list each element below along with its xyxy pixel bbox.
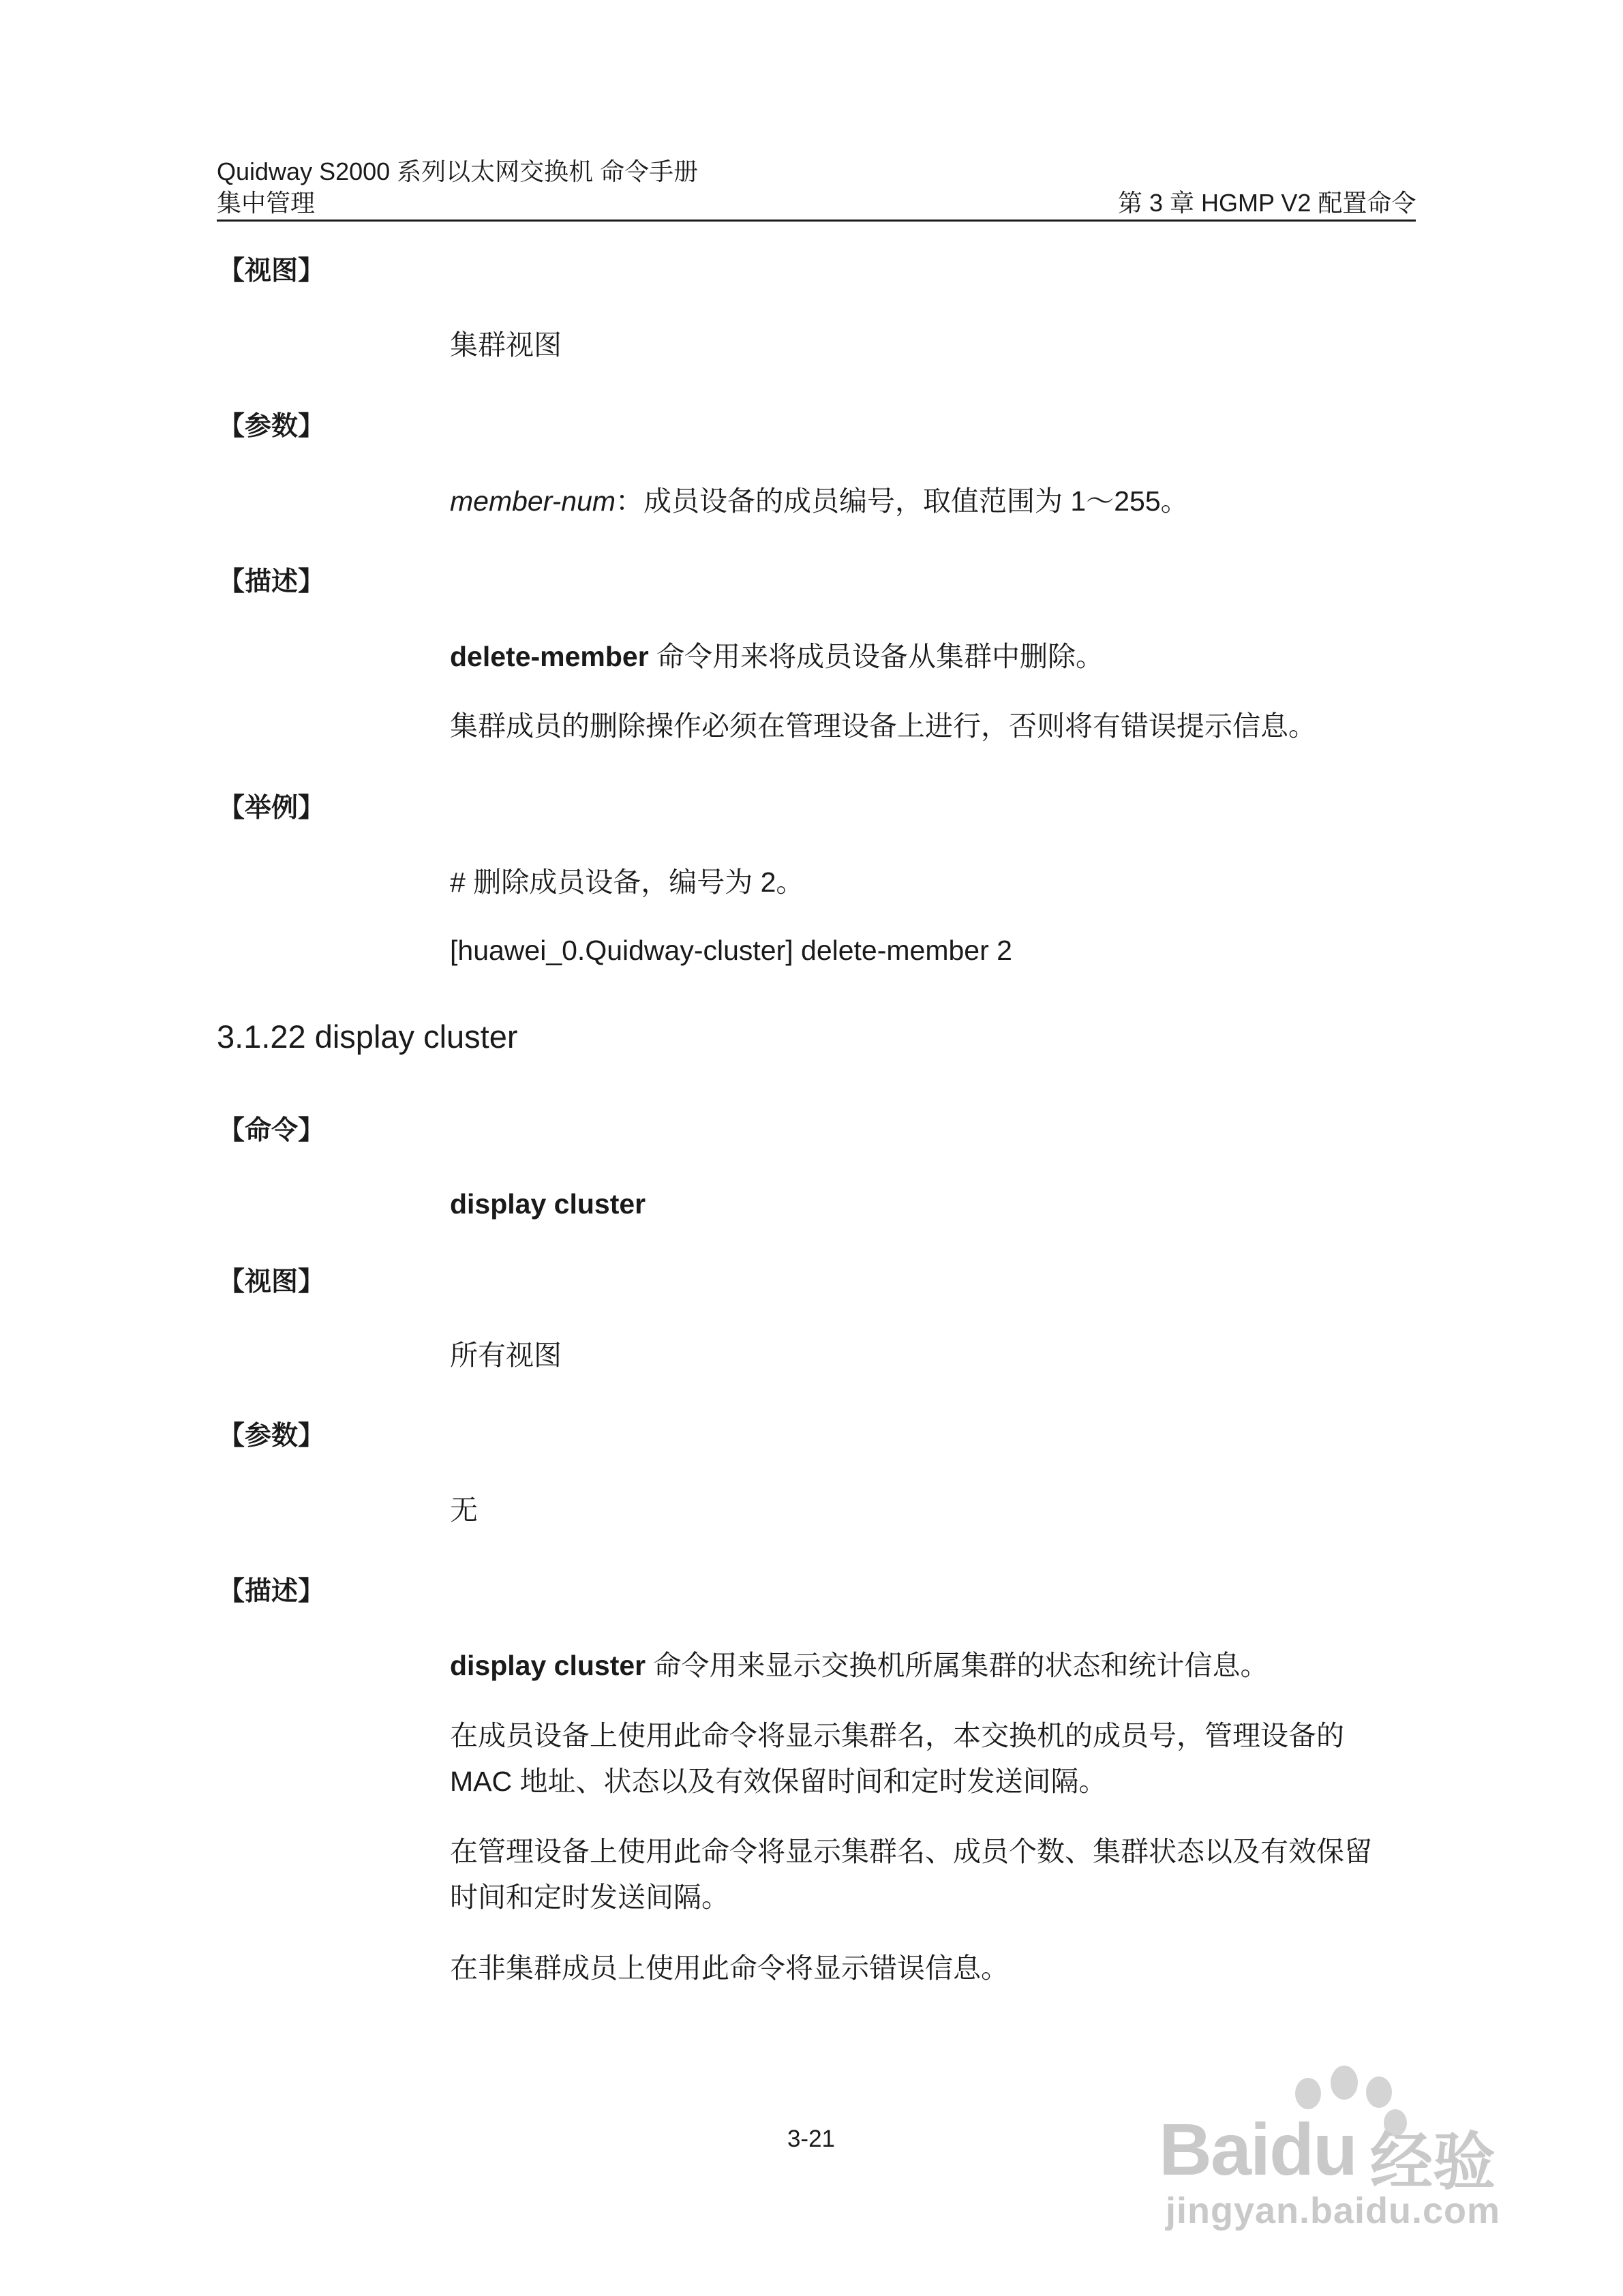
view-value-2: 所有视图 xyxy=(450,1340,562,1371)
example-comment: # 删除成员设备，编号为 2。 xyxy=(450,866,804,898)
header-section: 集中管理 xyxy=(217,189,316,217)
cmd-value: display cluster xyxy=(450,1188,646,1220)
desc-text: 命令用来将成员设备从集群中删除。 xyxy=(648,641,1104,672)
watermark-brand-bai: Bai xyxy=(1159,2108,1270,2190)
desc-line-1 xyxy=(450,637,1104,676)
header-rule xyxy=(217,220,1416,222)
desc2-p4: 在非集群成员上使用此命令将显示错误信息。 xyxy=(450,1952,1009,1984)
paw-toe-3 xyxy=(1366,2076,1392,2108)
desc2-p2-line2: MAC 地址、状态以及有效保留时间和定时发送间隔。 xyxy=(450,1766,1107,1797)
header-chapter: 第 3 章 HGMP V2 配置命令 xyxy=(1118,189,1416,217)
desc-label-2: 【描述】 xyxy=(218,1577,325,1606)
watermark-brand xyxy=(1159,2106,1356,2192)
view-label-2: 【视图】 xyxy=(218,1267,325,1297)
page-number: 3-21 xyxy=(787,2126,836,2152)
cmd-label: 【命令】 xyxy=(218,1116,325,1145)
param-label-2: 【参数】 xyxy=(218,1421,325,1451)
paw-toe-2 xyxy=(1331,2066,1358,2100)
param-value-2: 无 xyxy=(450,1494,478,1526)
desc2-p3-line2: 时间和定时发送间隔。 xyxy=(450,1882,729,1913)
param-line xyxy=(450,482,1189,520)
view-label: 【视图】 xyxy=(218,256,325,286)
desc2-command: display cluster xyxy=(450,1650,646,1681)
watermark-brand-du: du xyxy=(1269,2108,1357,2190)
example-command: [huawei_0.Quidway-cluster] delete-member 2 xyxy=(450,935,1012,966)
desc2-p3-line1: 在管理设备上使用此命令将显示集群名、成员个数、集群状态以及有效保留 xyxy=(450,1836,1372,1867)
section-title: 3.1.22 display cluster xyxy=(217,1018,518,1055)
param-name: member-num xyxy=(450,485,616,517)
param-label: 【参数】 xyxy=(218,412,325,441)
watermark-url: jingyan.baidu.com xyxy=(1166,2190,1501,2231)
desc-command: delete-member xyxy=(450,641,649,672)
desc-label: 【描述】 xyxy=(218,567,325,596)
desc2-p2-line1: 在成员设备上使用此命令将显示集群名，本交换机的成员号，管理设备的 xyxy=(450,1720,1344,1751)
watermark-product: 经验 xyxy=(1370,2128,1496,2197)
view-value: 集群视图 xyxy=(450,329,562,361)
example-label: 【举例】 xyxy=(218,794,325,823)
header-doc-title: Quidway S2000 系列以太网交换机 命令手册 xyxy=(217,157,699,185)
param-desc: ：成员设备的成员编号，取值范围为 1～255。 xyxy=(616,485,1189,517)
desc2-text: 命令用来显示交换机所属集群的状态和统计信息。 xyxy=(646,1650,1269,1681)
desc2-line-1 xyxy=(450,1646,1269,1685)
paw-toe-1 xyxy=(1295,2078,1321,2109)
desc-line-2: 集群成员的删除操作必须在管理设备上进行，否则将有错误提示信息。 xyxy=(450,710,1316,742)
